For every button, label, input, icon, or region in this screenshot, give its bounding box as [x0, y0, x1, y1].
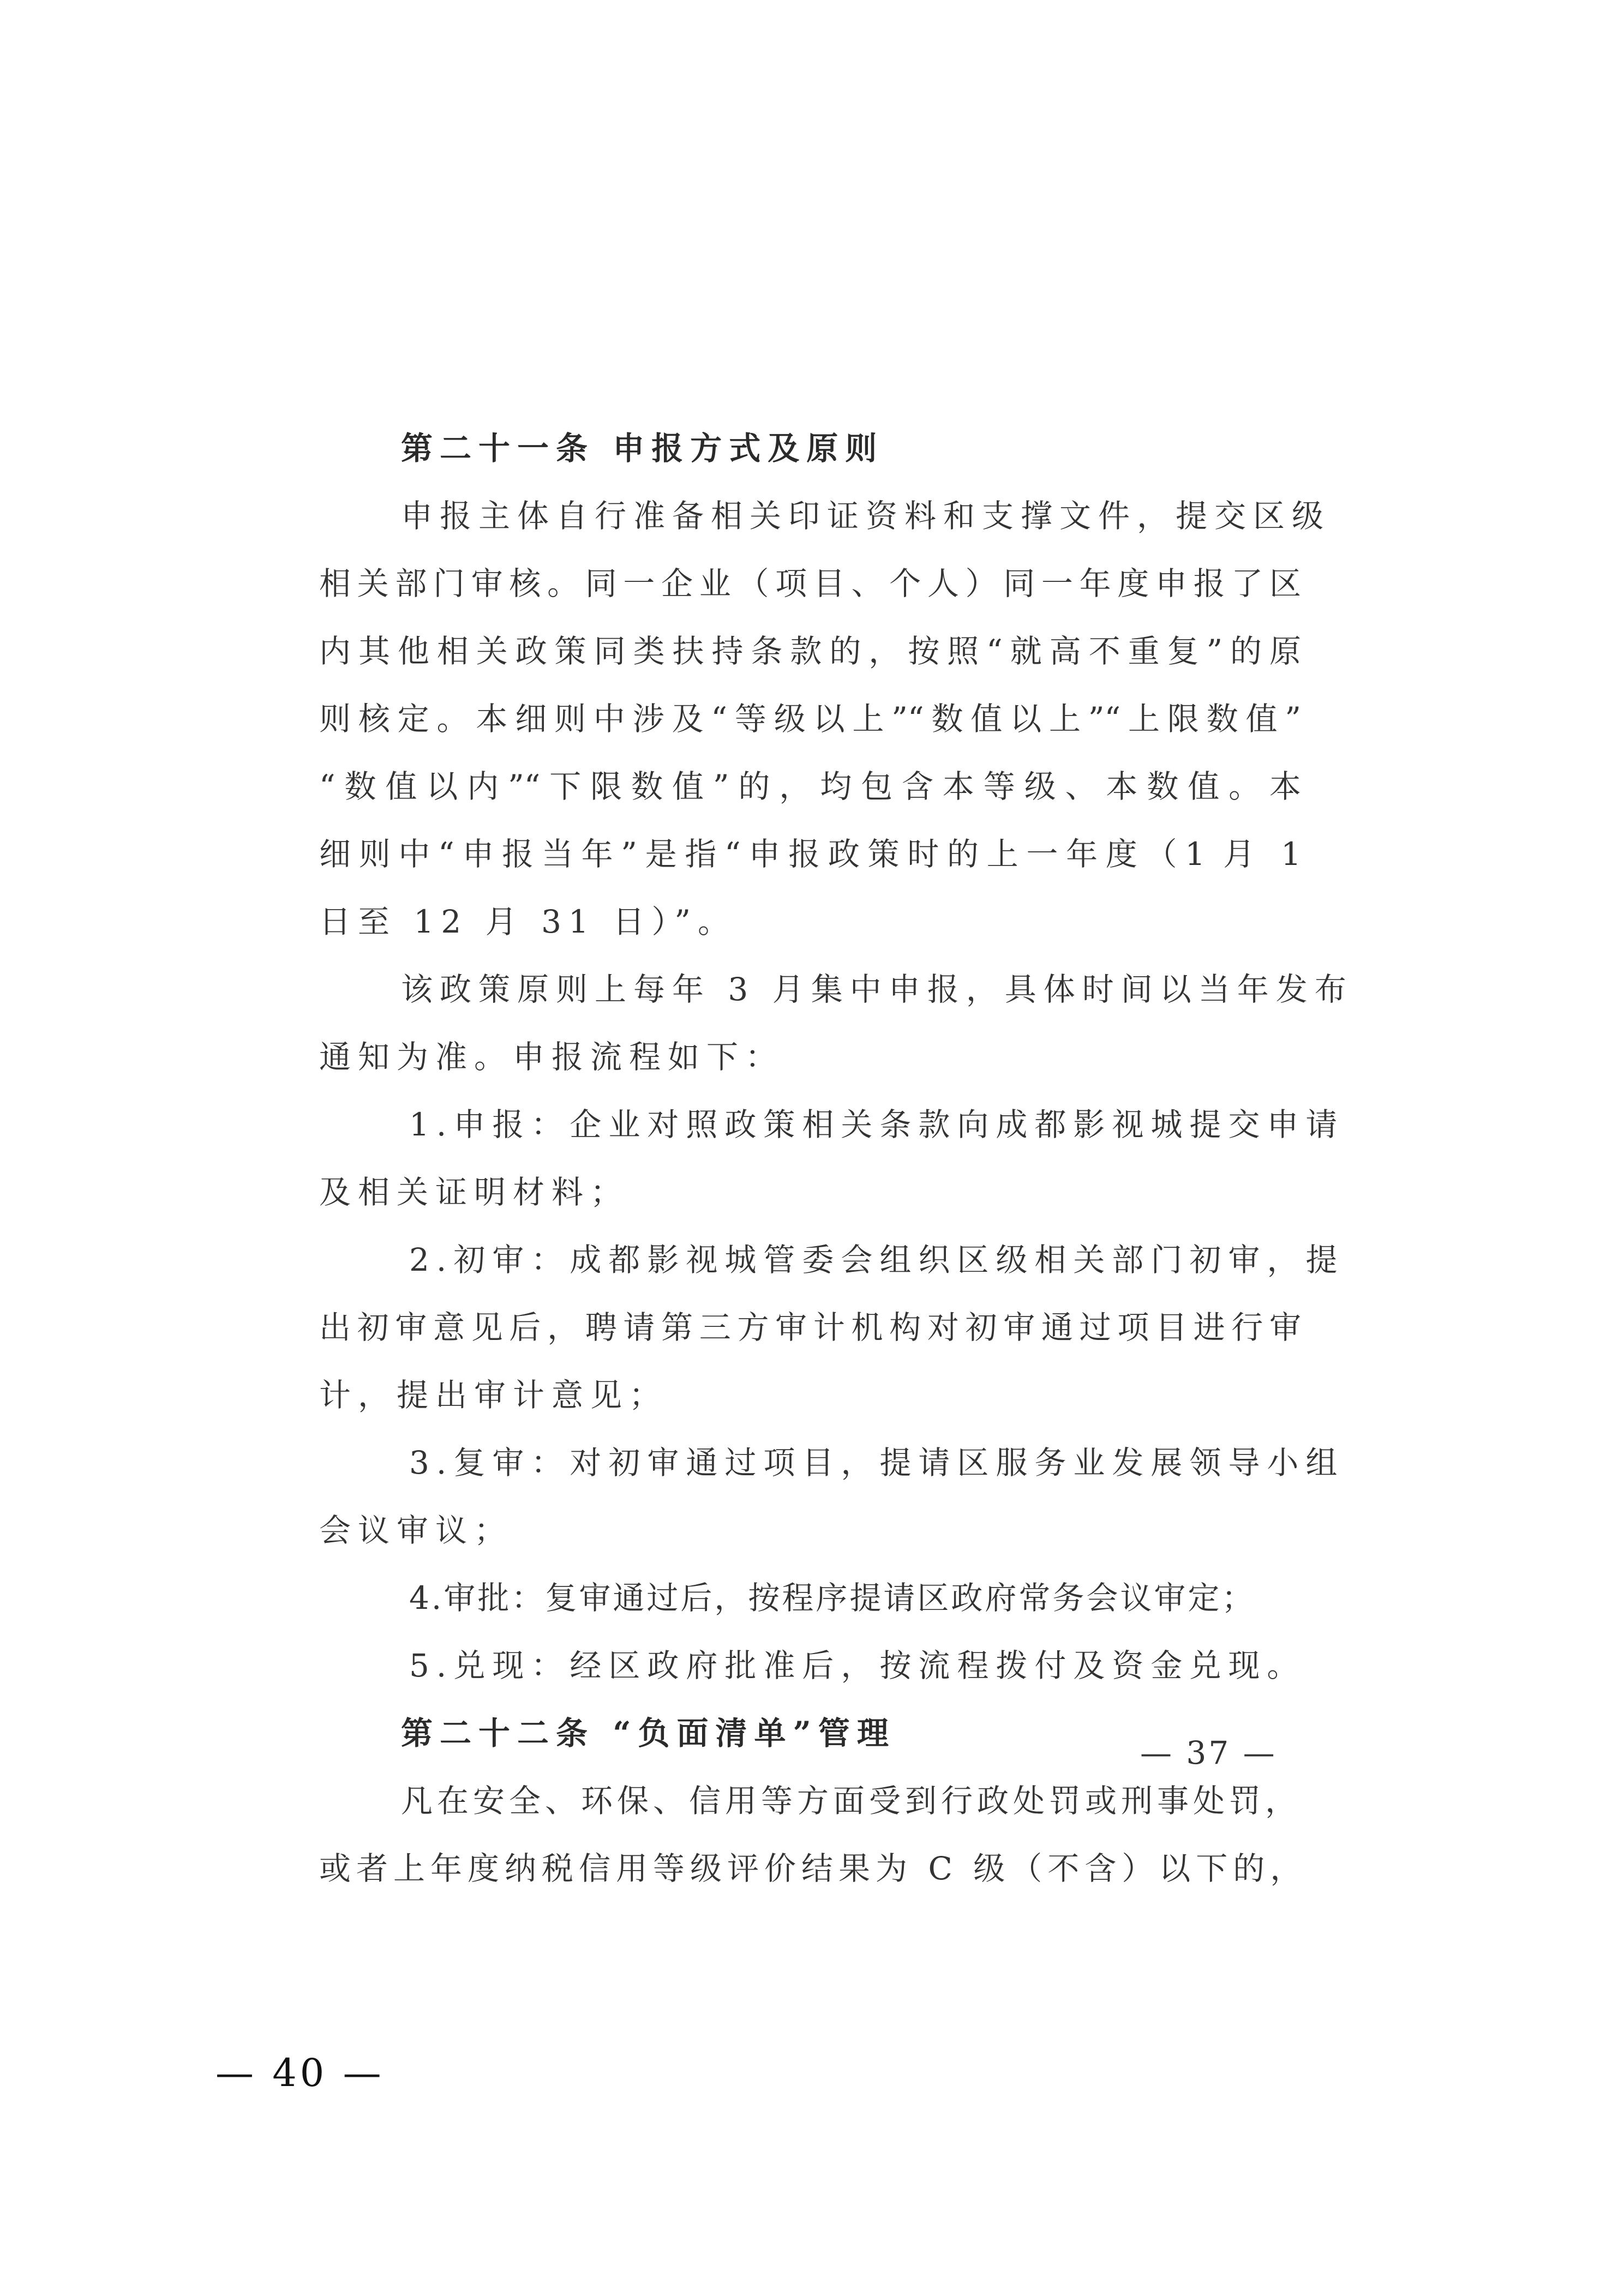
paragraph-line: 日至 12 月 31 日）”。 — [319, 903, 737, 940]
list-item-line: 3.复审：对初审通过项目，提请区服务业发展领导小组 — [409, 1444, 1345, 1481]
list-item-line: 1.申报：企业对照政策相关条款向成都影视城提交申请 — [409, 1106, 1345, 1143]
paragraph-line: 该政策原则上每年 3 月集中申报，具体时间以当年发布 — [401, 971, 1353, 1008]
paragraph-line: 内其他相关政策同类扶持条款的，按照“就高不重复”的原 — [319, 633, 1301, 670]
paragraph-line: 细则中“申报当年”是指“申报政策时的上一年度（1 月 1 — [319, 836, 1301, 873]
paragraph-line: 或者上年度纳税信用等级评价结果为 C 级（不含）以下的， — [319, 1850, 1308, 1887]
outer-page-number: — 40 — — [215, 2051, 385, 2095]
article-21-heading: 第二十一条 申报方式及原则 — [401, 430, 884, 467]
article-22-heading: 第二十二条 “负面清单”管理 — [401, 1715, 896, 1752]
paragraph-line: 申报主体自行准备相关印证资料和支撑文件，提交区级 — [401, 497, 1331, 534]
list-item-line: 2.初审：成都影视城管委会组织区级相关部门初审，提 — [409, 1241, 1345, 1278]
paragraph-line: 通知为准。申报流程如下： — [319, 1038, 784, 1075]
paragraph-line: 凡在安全、环保、信用等方面受到行政处罚或刑事处罚， — [401, 1782, 1302, 1819]
inner-page-number: — 37 — — [1140, 1734, 1277, 1771]
list-item-line: 会议审议； — [319, 1512, 513, 1549]
list-item-line: 出初审意见后，聘请第三方审计机构对初审通过项目进行审 — [319, 1309, 1301, 1346]
list-item-line: 5.兑现：经区政府批准后，按流程拨付及资金兑现。 — [409, 1647, 1306, 1684]
list-item-line: 4.审批：复审通过后，按程序提请区政府常务会议审定； — [409, 1579, 1256, 1616]
paragraph-line: 相关部门审核。同一企业（项目、个人）同一年度申报了区 — [319, 565, 1301, 602]
body-text — [319, 414, 1353, 1902]
list-item-line: 及相关证明材料； — [319, 1174, 630, 1211]
paragraph-line: “数值以内”“下限数值”的，均包含本等级、本数值。本 — [319, 768, 1301, 805]
list-item-line: 计，提出审计意见； — [319, 1377, 668, 1414]
paragraph-line: 则核定。本细则中涉及“等级以上”“数值以上”“上限数值” — [319, 700, 1301, 737]
